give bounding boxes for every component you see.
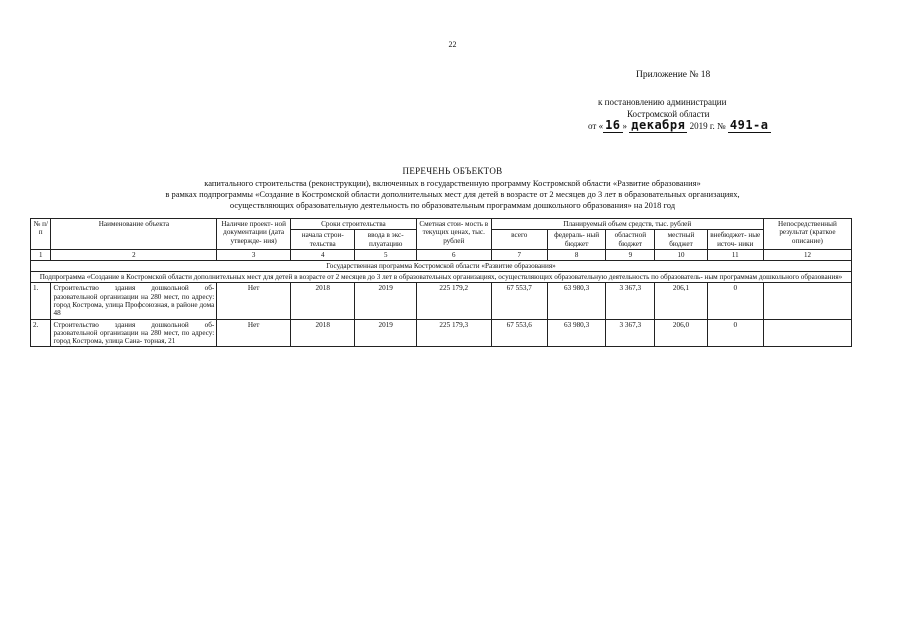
objects-table [30, 218, 852, 347]
header-row-1 [31, 219, 852, 230]
table-row [31, 283, 852, 319]
row-docs: Нет [217, 283, 291, 319]
row-federal: 63 980,3 [547, 283, 605, 319]
header-terms: Сроки строительства [291, 219, 417, 230]
row-regional: 3 367,3 [606, 319, 655, 347]
title-line-4: осуществляющих образовательную деятельность по образовательным программам дошкольного образования» на 2018 год [229, 200, 676, 210]
header-funds: Планируемый объем средств, тыс. рублей [491, 219, 763, 230]
header-local: местный бюджет [655, 230, 707, 250]
header-offbudget: внебюджет- ные источ- ники [707, 230, 763, 250]
col-number: 5 [355, 249, 416, 260]
row-num: 2. [31, 319, 51, 347]
row-name: Строительство здания дошкольной об- разовательной организации на 280 мест, по адресу: город Кострома, улица Сана- торная, 21 [51, 319, 217, 347]
header-total: всего [491, 230, 547, 250]
col-number: 7 [491, 249, 547, 260]
subprogram-title: Подпрограмма «Создание в Костромской области дополнительных мест для детей в возрасте от 2 месяцев до 3 лет в образовательных организациях, осуществляющих образовательную деятельность по образователь- ным программам дошкольного образования» [31, 272, 852, 283]
program-title: Государственная программа Костромской области «Развитие образования» [31, 260, 852, 271]
date-prefix: от « [588, 121, 604, 131]
title-line-2: капитального строительства (реконструкции), включенных в государственную программу Костромской области «Развитие образования» [204, 178, 701, 188]
header-result: Непосредственный результат (краткое описание) [763, 219, 851, 250]
header-federal: федераль- ный бюджет [547, 230, 605, 250]
row-cost: 225 179,2 [416, 283, 491, 319]
date-year: 2019 г. № [687, 121, 728, 131]
col-number: 6 [416, 249, 491, 260]
subprogram-row [31, 272, 852, 283]
col-number: 12 [763, 249, 851, 260]
appendix-label: Приложение № 18 [636, 70, 711, 80]
header-docs: Наличие проект- ной документации (дата утвержде- ния) [217, 219, 291, 250]
date-mid: » [622, 121, 630, 131]
row-offbudget: 0 [707, 283, 763, 319]
row-federal: 63 980,3 [547, 319, 605, 347]
row-start: 2018 [291, 283, 355, 319]
column-numbers-row [31, 249, 852, 260]
row-docs: Нет [217, 319, 291, 347]
decree-line-1: к постановлению администрации [598, 97, 727, 107]
row-local: 206,0 [655, 319, 707, 347]
table-row [31, 319, 852, 347]
row-commission: 2019 [355, 319, 416, 347]
col-number: 10 [655, 249, 707, 260]
header-regional: областной бюджет [606, 230, 655, 250]
col-number: 9 [606, 249, 655, 260]
col-number: 3 [217, 249, 291, 260]
row-name: Строительство здания дошкольной об- разовательной организации на 280 мест, по адресу: город Кострома, улица Профсоюзная, в районе дома 48 [51, 283, 217, 319]
col-number: 1 [31, 249, 51, 260]
row-regional: 3 367,3 [606, 283, 655, 319]
header-name: Наименование объекта [51, 219, 217, 250]
header-commission: ввода в экс- плуатацию [355, 230, 416, 250]
date-month: декабря [631, 118, 686, 132]
col-number: 8 [547, 249, 605, 260]
program-row [31, 260, 852, 271]
col-number: 2 [51, 249, 217, 260]
row-start: 2018 [291, 319, 355, 347]
header-num: № п/п [31, 219, 51, 250]
decree-date-line [588, 118, 771, 132]
page-number: 22 [448, 40, 457, 49]
row-num: 1. [31, 283, 51, 319]
row-offbudget: 0 [707, 319, 763, 347]
header-start: начала строи- тельства [291, 230, 355, 250]
date-number: 491-а [729, 118, 769, 132]
decree-line-2: Костромской области [627, 109, 710, 119]
row-result [763, 319, 851, 347]
row-result [763, 283, 851, 319]
document-title: ПЕРЕЧЕНЬ ОБЪЕКТОВ [402, 166, 503, 176]
col-number: 4 [291, 249, 355, 260]
row-total: 67 553,6 [491, 319, 547, 347]
row-cost: 225 179,3 [416, 319, 491, 347]
row-total: 67 553,7 [491, 283, 547, 319]
row-local: 206,1 [655, 283, 707, 319]
title-line-3: в рамках подпрограммы «Создание в Костромской области дополнительных мест для детей в возрасте от 2 месяцев до 3 лет в образовательных организациях, [165, 189, 740, 199]
header-cost: Сметная стои- мость в текущих ценах, тыс. рублей [416, 219, 491, 250]
row-commission: 2019 [355, 283, 416, 319]
date-day: 16 [605, 118, 621, 132]
col-number: 11 [707, 249, 763, 260]
